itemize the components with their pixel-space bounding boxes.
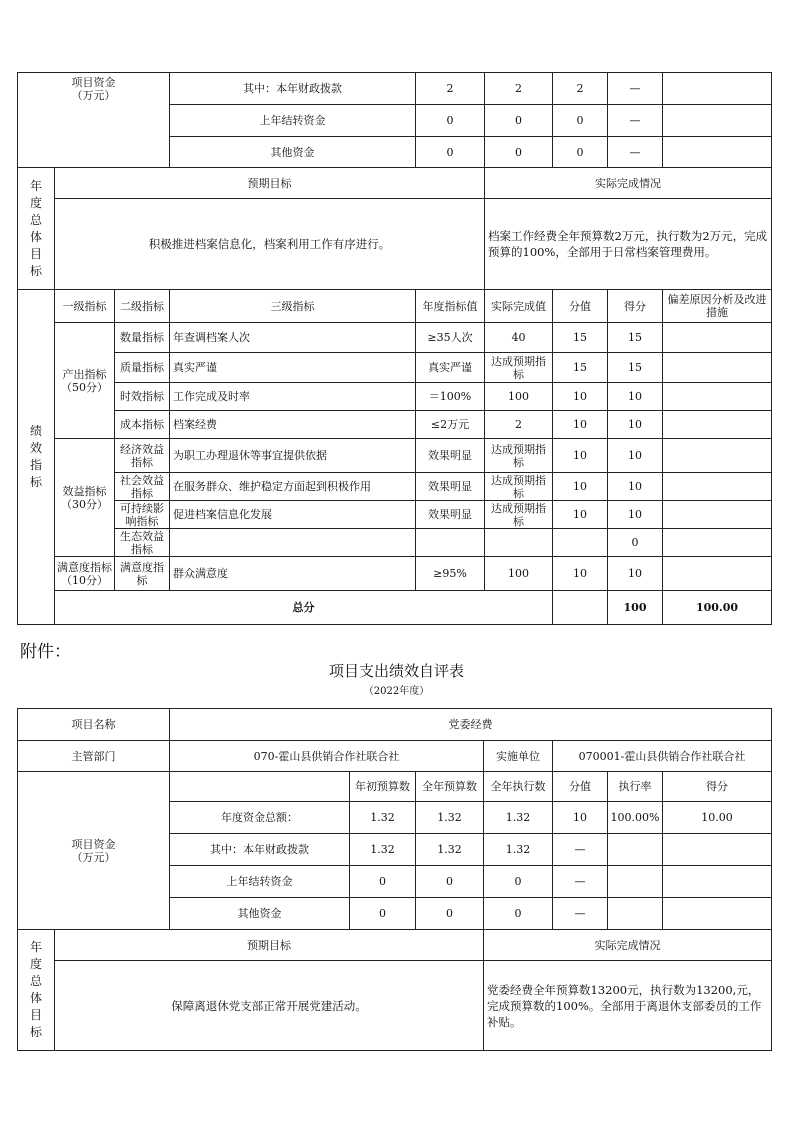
cell-score: 10 — [553, 411, 608, 439]
expected-goal-header: 预期目标 — [55, 168, 485, 199]
cell-got: 10 — [608, 411, 663, 439]
cell-got: 10 — [608, 439, 663, 473]
cell-got: 0 — [608, 529, 663, 557]
cell-actual: 40 — [485, 323, 553, 353]
cell-l3: 为职工办理退休等事宜提供依据 — [170, 439, 416, 473]
cell-got: 10 — [608, 501, 663, 529]
funds-label: 项目资金 （万元） — [18, 73, 170, 168]
cell-score: 10 — [553, 501, 608, 529]
cell-initial: 0 — [350, 898, 416, 930]
cell-l3: 年查调档案人次 — [170, 323, 416, 353]
output-indicator-label: 产出指标 （50分） — [55, 323, 115, 439]
table-row — [18, 501, 772, 529]
funds-row-label: 其中：本年财政拨款 — [170, 73, 416, 105]
cell-full: 0 — [416, 866, 484, 898]
funds-label: 项目资金 （万元） — [18, 772, 170, 930]
header-level1: 一级指标 — [55, 290, 115, 323]
header-level2: 二级指标 — [115, 290, 170, 323]
header-exec: 全年执行数 — [484, 772, 553, 802]
cell-l2: 可持续影响指标 — [115, 501, 170, 529]
project-name: 党委经费 — [170, 709, 772, 741]
unit-label: 实施单位 — [484, 741, 553, 772]
satisfaction-indicator-label: 满意度指标（10分） — [55, 557, 115, 591]
funds-row-label: 其他资金 — [170, 898, 350, 930]
cell-got: 10.00 — [663, 802, 772, 834]
cell-full: 2 — [485, 73, 553, 105]
header-deviation: 偏差原因分析及改进措施 — [663, 290, 772, 323]
cell-score: — — [553, 834, 608, 866]
cell-l2: 时效指标 — [115, 383, 170, 411]
dept-label: 主管部门 — [18, 741, 170, 772]
benefit-indicator-label: 效益指标 （30分） — [55, 439, 115, 557]
cell-l3 — [170, 529, 416, 557]
perf-header-row — [18, 290, 772, 323]
funds-row — [18, 73, 772, 105]
attachment-label: 附件： — [20, 642, 71, 662]
table-row — [18, 411, 772, 439]
cell-l2: 经济效益指标 — [115, 439, 170, 473]
header-got: 得分 — [608, 290, 663, 323]
cell-score: 10 — [553, 557, 608, 591]
form-year: （2022年度） — [363, 686, 430, 697]
cell-note — [663, 529, 772, 557]
expected-goal-text: 保障离退休党支部正常开展党建活动。 — [55, 961, 484, 1051]
cell-l2: 数量指标 — [115, 323, 170, 353]
header-level3: 三级指标 — [170, 290, 416, 323]
cell-initial: 0 — [416, 105, 485, 137]
cell-score: — — [553, 898, 608, 930]
table-row — [18, 473, 772, 501]
header-got: 得分 — [663, 772, 772, 802]
cell-rate — [608, 834, 663, 866]
cell-target: 效果明显 — [416, 473, 485, 501]
cell-full: 0 — [485, 105, 553, 137]
cell-l3: 在服务群众、维护稳定方面起到积极作用 — [170, 473, 416, 501]
project-name-row — [18, 709, 772, 741]
annual-goal-label: 年 度 总 体 目 标 — [18, 930, 55, 1051]
cell-initial: 2 — [416, 73, 485, 105]
performance-table-2 — [17, 708, 772, 1051]
dept-value: 070-霍山县供销合作社联合社 — [170, 741, 484, 772]
cell-actual: 100 — [485, 383, 553, 411]
project-name-label: 项目名称 — [18, 709, 170, 741]
total-got: 100.00 — [663, 591, 772, 625]
cell-score: 10 — [553, 383, 608, 411]
cell-rate — [663, 105, 772, 137]
funds-row-label: 上年结转资金 — [170, 866, 350, 898]
cell-l3: 工作完成及时率 — [170, 383, 416, 411]
cell-exec: 0 — [553, 137, 608, 168]
funds-row-label: 上年结转资金 — [170, 105, 416, 137]
cell-initial: 0 — [350, 866, 416, 898]
cell-target: 效果明显 — [416, 439, 485, 473]
total-empty — [553, 591, 608, 625]
header-target: 年度指标值 — [416, 290, 485, 323]
cell-full: 0 — [416, 898, 484, 930]
header-score: 分值 — [553, 772, 608, 802]
cell-score: 10 — [553, 473, 608, 501]
header-rate: 执行率 — [608, 772, 663, 802]
expected-goal-text: 积极推进档案信息化，档案利用工作有序进行。 — [55, 199, 485, 290]
cell-exec: 0 — [484, 898, 553, 930]
cell-l3: 档案经费 — [170, 411, 416, 439]
header-initial: 年初预算数 — [350, 772, 416, 802]
cell-target — [416, 529, 485, 557]
actual-result-text: 党委经费全年预算数13200元，执行数为13200,元，完成预算数的100%。全部用于离退休支部委员的工作补贴。 — [484, 961, 772, 1051]
cell-actual: 达成预期指标 — [485, 439, 553, 473]
cell-got — [663, 834, 772, 866]
cell-initial: 0 — [416, 137, 485, 168]
table-row — [18, 383, 772, 411]
cell-note — [663, 411, 772, 439]
funds-row-label: 年度资金总额： — [170, 802, 350, 834]
cell-exec: 0 — [553, 105, 608, 137]
cell-got: 15 — [608, 323, 663, 353]
cell-got: 10 — [608, 383, 663, 411]
cell-l3: 群众满意度 — [170, 557, 416, 591]
unit-value: 070001-霍山县供销合作社联合社 — [553, 741, 772, 772]
cell-target: ≥95% — [416, 557, 485, 591]
cell-target: ＝100% — [416, 383, 485, 411]
cell-score: 10 — [553, 439, 608, 473]
cell-l3: 促进档案信息化发展 — [170, 501, 416, 529]
cell-score: — — [553, 866, 608, 898]
cell-initial: 1.32 — [350, 834, 416, 866]
cell-got — [663, 898, 772, 930]
cell-got — [663, 866, 772, 898]
form-title: 项目支出绩效自评表 — [328, 662, 464, 680]
cell-score: 15 — [553, 323, 608, 353]
cell-actual — [485, 529, 553, 557]
cell-score: — — [608, 137, 663, 168]
performance-table-1 — [17, 72, 772, 625]
table-row — [18, 557, 772, 591]
perf-indicator-label: 绩 效 指 标 — [18, 290, 55, 625]
cell-actual: 达成预期指标 — [485, 473, 553, 501]
cell-actual: 达成预期指标 — [485, 501, 553, 529]
cell-got: 10 — [608, 473, 663, 501]
cell-l2: 质量指标 — [115, 353, 170, 383]
cell-score: — — [608, 73, 663, 105]
cell-score: 10 — [553, 802, 608, 834]
cell-rate — [663, 137, 772, 168]
funds-row-label: 其中：本年财政拨款 — [170, 834, 350, 866]
cell-exec: 1.32 — [484, 802, 553, 834]
actual-result-header: 实际完成情况 — [485, 168, 772, 199]
expected-goal-header: 预期目标 — [55, 930, 484, 961]
cell-note — [663, 557, 772, 591]
cell-actual: 100 — [485, 557, 553, 591]
cell-note — [663, 439, 772, 473]
table-row — [18, 353, 772, 383]
funds-header-blank — [170, 772, 350, 802]
cell-note — [663, 473, 772, 501]
total-label: 总分 — [55, 591, 553, 625]
cell-l3: 真实严谨 — [170, 353, 416, 383]
actual-result-text: 档案工作经费全年预算数2万元，执行数为2万元，完成预算的100%，全部用于日常档案管理费用。 — [485, 199, 772, 290]
cell-target: ≤2万元 — [416, 411, 485, 439]
cell-l2: 满意度指标 — [115, 557, 170, 591]
cell-rate — [608, 866, 663, 898]
cell-actual: 达成预期指标 — [485, 353, 553, 383]
table-row — [18, 439, 772, 473]
cell-exec: 0 — [484, 866, 553, 898]
actual-result-header: 实际完成情况 — [484, 930, 772, 961]
cell-actual: 2 — [485, 411, 553, 439]
total-score: 100 — [608, 591, 663, 625]
department-row — [18, 741, 772, 772]
table-row — [18, 529, 772, 557]
cell-l2: 社会效益指标 — [115, 473, 170, 501]
cell-note — [663, 501, 772, 529]
cell-score — [553, 529, 608, 557]
cell-got: 15 — [608, 353, 663, 383]
cell-initial: 1.32 — [350, 802, 416, 834]
annual-goal-label: 年 度 总 体 目 标 — [18, 168, 55, 290]
cell-got: 10 — [608, 557, 663, 591]
cell-note — [663, 323, 772, 353]
header-actual: 实际完成值 — [485, 290, 553, 323]
cell-full: 0 — [485, 137, 553, 168]
cell-rate — [663, 73, 772, 105]
header-full: 全年预算数 — [416, 772, 484, 802]
cell-target: 真实严谨 — [416, 353, 485, 383]
cell-note — [663, 353, 772, 383]
funds-header-row — [18, 772, 772, 802]
funds-row-label: 其他资金 — [170, 137, 416, 168]
total-row — [18, 591, 772, 625]
cell-score: — — [608, 105, 663, 137]
cell-rate — [608, 898, 663, 930]
cell-l2: 成本指标 — [115, 411, 170, 439]
cell-score: 15 — [553, 353, 608, 383]
cell-rate: 100.00% — [608, 802, 663, 834]
cell-target: ≥35人次 — [416, 323, 485, 353]
cell-full: 1.32 — [416, 834, 484, 866]
cell-note — [663, 383, 772, 411]
table-row — [18, 323, 772, 353]
cell-full: 1.32 — [416, 802, 484, 834]
cell-exec: 1.32 — [484, 834, 553, 866]
cell-target: 效果明显 — [416, 501, 485, 529]
cell-exec: 2 — [553, 73, 608, 105]
cell-l2: 生态效益指标 — [115, 529, 170, 557]
header-score: 分值 — [553, 290, 608, 323]
